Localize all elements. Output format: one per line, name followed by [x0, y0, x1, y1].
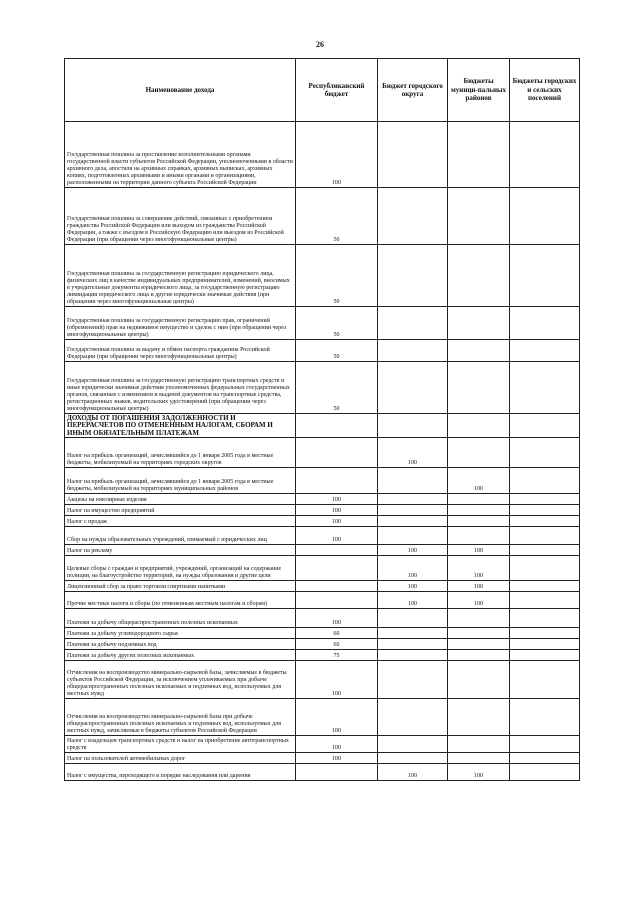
table-row [65, 438, 580, 468]
row-municipal-value [448, 494, 510, 505]
row-municipal-value [448, 699, 510, 736]
table-row [65, 527, 580, 545]
row-settlement-value [510, 661, 580, 699]
row-republic-value: 100 [296, 699, 378, 736]
table-row [65, 122, 580, 188]
row-city-value [378, 505, 448, 516]
row-revenue-name: Государственная пошлина за государственную регистрацию транспортных средств и иные юридически значимые действия уполномоченных федеральных государственных органов, связанные с изменением и выдачей документов на транспортные средства, регистрационных знаков, водительских удостоверений (при обращении через многофункциональные центры) [65, 362, 296, 414]
row-settlement-value [510, 628, 580, 639]
table-row [65, 609, 580, 628]
row-city-value [378, 639, 448, 650]
revenue-distribution-table [64, 58, 580, 781]
table-row [65, 505, 580, 516]
row-city-value [378, 609, 448, 628]
row-revenue-name: Сбор на нужды образовательных учреждений, взимаемый с юридических лиц [65, 527, 296, 545]
row-settlement-value [510, 650, 580, 661]
row-city-value [378, 122, 448, 188]
header-settlement-budgets: Бюджеты городских и сельских поселений [510, 59, 580, 122]
row-municipal-value [448, 609, 510, 628]
row-municipal-value [448, 639, 510, 650]
row-settlement-value [510, 505, 580, 516]
row-municipal-value [448, 414, 510, 438]
row-republic-value [296, 592, 378, 609]
row-municipal-value: 100 [448, 556, 510, 581]
row-city-value [378, 699, 448, 736]
row-revenue-name: Платежи за добычу других полезных ископаемых [65, 650, 296, 661]
row-settlement-value [510, 639, 580, 650]
row-republic-value: 100 [296, 122, 378, 188]
row-municipal-value [448, 340, 510, 362]
table-row [65, 764, 580, 781]
row-revenue-name: Лицензионный сбор за право торговли спиртными напитками [65, 581, 296, 592]
row-municipal-value [448, 245, 510, 307]
row-city-value [378, 188, 448, 245]
row-revenue-name: Государственная пошлина за выдачу и обмен паспорта гражданина Российской Федерации (при обращении через многофункциональные центры) [65, 340, 296, 362]
row-republic-value [296, 438, 378, 468]
row-city-value [378, 628, 448, 639]
row-republic-value: 50 [296, 340, 378, 362]
table-row [65, 245, 580, 307]
row-republic-value: 100 [296, 736, 378, 753]
row-municipal-value [448, 753, 510, 764]
row-revenue-name: Платежи за добычу подземных вод [65, 639, 296, 650]
row-revenue-name: Отчисления на воспроизводство минерально-сырьевой базы при добыче общераспространенных полезных ископаемых и подземных вод, используемых для местных нужд, зачисляемые в бюджеты субъектов Российской Федерации [65, 699, 296, 736]
row-city-value [378, 245, 448, 307]
row-settlement-value [510, 545, 580, 556]
row-republic-value: 100 [296, 494, 378, 505]
row-municipal-value [448, 122, 510, 188]
row-municipal-value [448, 661, 510, 699]
table-body [65, 122, 580, 781]
row-municipal-value: 100 [448, 468, 510, 494]
row-municipal-value [448, 650, 510, 661]
table-row [65, 639, 580, 650]
row-revenue-name: Прочие местные налоги и сборы (по отмененным местным налогам и сборам) [65, 592, 296, 609]
row-city-value: 100 [378, 581, 448, 592]
row-settlement-value [510, 609, 580, 628]
row-republic-value: 100 [296, 527, 378, 545]
table-header-row [65, 59, 580, 122]
header-city-budget: Бюджет городского округа [378, 59, 448, 122]
row-republic-value: 50 [296, 188, 378, 245]
row-city-value [378, 340, 448, 362]
row-revenue-name: Целевые сборы с граждан и предприятий, учреждений, организаций на содержание полиции, на благоустройство территорий, на нужды образования и другие цели [65, 556, 296, 581]
row-city-value [378, 414, 448, 438]
row-settlement-value [510, 468, 580, 494]
row-settlement-value [510, 592, 580, 609]
header-republic-budget: Республиканский бюджет [296, 59, 378, 122]
row-revenue-name: Налог на прибыль организаций, зачислявшийся до 1 января 2005 года в местные бюджеты, мобилизуемый на территориях муниципальных районов [65, 468, 296, 494]
row-municipal-value [448, 307, 510, 340]
row-settlement-value [510, 753, 580, 764]
row-republic-value: 100 [296, 661, 378, 699]
row-revenue-name: Отчисления на воспроизводство минерально-сырьевой базы, зачисляемые в бюджеты субъектов Российской Федерации, за исключением уплачиваемых при добыче общераспространенных полезных ископаемых и подземных вод, используемых для местных нужд [65, 661, 296, 699]
row-city-value: 100 [378, 556, 448, 581]
row-municipal-value [448, 438, 510, 468]
row-settlement-value [510, 764, 580, 781]
table-row [65, 516, 580, 527]
row-revenue-name: Государственная пошлина за проставление исполнительными органами государственной власти субъектов Российской Федерации, уполномоченными в области архивного дела, апостиля на архивных справках, архивных выписках, архивных копиях, подготовленных архивными и иными органами и организациями, расположенными на территории данного субъекта Российской Федерации [65, 122, 296, 188]
row-settlement-value [510, 556, 580, 581]
table-row [65, 545, 580, 556]
row-municipal-value [448, 516, 510, 527]
row-municipal-value [448, 188, 510, 245]
row-city-value: 100 [378, 764, 448, 781]
row-settlement-value [510, 362, 580, 414]
table-row [65, 362, 580, 414]
row-settlement-value [510, 438, 580, 468]
row-republic-value: 50 [296, 245, 378, 307]
table-row [65, 592, 580, 609]
row-city-value [378, 516, 448, 527]
table-row [65, 661, 580, 699]
row-municipal-value [448, 527, 510, 545]
row-municipal-value: 100 [448, 581, 510, 592]
table-row [65, 307, 580, 340]
table-row [65, 736, 580, 753]
table-row [65, 628, 580, 639]
row-city-value [378, 736, 448, 753]
row-republic-value: 50 [296, 307, 378, 340]
row-settlement-value [510, 340, 580, 362]
row-revenue-name: Налог на имущество предприятий [65, 505, 296, 516]
row-republic-value [296, 414, 378, 438]
row-revenue-name: Государственная пошлина за государственную регистрацию юридического лица, физических лиц в качестве индивидуальных предпринимателей, изменений, вносимых в учредительные документы юридического лица, за государственную регистрацию ликвидации юридического лица и другие юридически значимые действия (при обращении через многофункциональные центры) [65, 245, 296, 307]
row-revenue-name: Налог с имущества, переходящего в порядке наследования или дарения [65, 764, 296, 781]
table-row [65, 753, 580, 764]
row-republic-value: 50 [296, 362, 378, 414]
table-row [65, 414, 580, 438]
row-revenue-name: ДОХОДЫ ОТ ПОГАШЕНИЯ ЗАДОЛЖЕННОСТИ И ПЕРЕРАСЧЕТОВ ПО ОТМЕНЕННЫМ НАЛОГАМ, СБОРАМ И ИНЫМ ОБЯЗАТЕЛЬНЫМ ПЛАТЕЖАМ [65, 414, 296, 438]
row-city-value [378, 362, 448, 414]
row-settlement-value [510, 699, 580, 736]
table-row [65, 340, 580, 362]
row-settlement-value [510, 188, 580, 245]
table-row [65, 494, 580, 505]
row-municipal-value [448, 628, 510, 639]
header-revenue-name: Наименование дохода [65, 59, 296, 122]
row-republic-value: 100 [296, 505, 378, 516]
row-city-value: 100 [378, 545, 448, 556]
table-row [65, 556, 580, 581]
row-revenue-name: Налог с владельцев транспортных средств и налог на приобретение автотранспортных средств [65, 736, 296, 753]
page-number: 26 [316, 40, 324, 49]
row-revenue-name: Платежи за добычу общераспространенных полезных ископаемых [65, 609, 296, 628]
row-republic-value: 100 [296, 516, 378, 527]
row-revenue-name: Налог на пользователей автомобильных дорог [65, 753, 296, 764]
row-municipal-value [448, 362, 510, 414]
row-revenue-name: Платежи за добычу углеводородного сырья [65, 628, 296, 639]
row-republic-value [296, 468, 378, 494]
row-revenue-name: Акцизы на ювелирные изделия [65, 494, 296, 505]
row-republic-value [296, 556, 378, 581]
row-settlement-value [510, 527, 580, 545]
table-row [65, 650, 580, 661]
row-city-value [378, 468, 448, 494]
row-settlement-value [510, 245, 580, 307]
row-city-value [378, 650, 448, 661]
row-city-value: 100 [378, 438, 448, 468]
row-municipal-value: 100 [448, 592, 510, 609]
row-republic-value: 60 [296, 628, 378, 639]
row-city-value [378, 494, 448, 505]
row-revenue-name: Государственная пошлина за совершение действий, связанных с приобретением гражданства Российской Федерации или выходом из гражданства Российской Федерации, а также с въездом в Российскую Федерацию или выездом из Российской Федерации (при обращении через многофункциональные центры) [65, 188, 296, 245]
row-republic-value [296, 545, 378, 556]
row-settlement-value [510, 581, 580, 592]
row-republic-value: 60 [296, 639, 378, 650]
row-municipal-value [448, 505, 510, 516]
row-city-value [378, 527, 448, 545]
row-revenue-name: Налог на прибыль организаций, зачислявшийся до 1 января 2005 года в местные бюджеты, мобилизуемый на территориях городских округов [65, 438, 296, 468]
header-municipal-budgets: Бюджеты муници-пальных районов [448, 59, 510, 122]
row-city-value [378, 753, 448, 764]
row-revenue-name: Налог с продаж [65, 516, 296, 527]
row-republic-value [296, 581, 378, 592]
row-revenue-name: Налог на рекламу [65, 545, 296, 556]
row-city-value [378, 307, 448, 340]
table-row [65, 188, 580, 245]
table-row [65, 699, 580, 736]
row-municipal-value: 100 [448, 764, 510, 781]
row-settlement-value [510, 122, 580, 188]
row-settlement-value [510, 494, 580, 505]
row-municipal-value [448, 736, 510, 753]
row-city-value: 100 [378, 592, 448, 609]
row-republic-value: 100 [296, 609, 378, 628]
row-settlement-value [510, 307, 580, 340]
row-republic-value: 100 [296, 753, 378, 764]
table-row [65, 581, 580, 592]
row-settlement-value [510, 414, 580, 438]
row-municipal-value: 100 [448, 545, 510, 556]
row-settlement-value [510, 736, 580, 753]
row-revenue-name: Государственная пошлина за государственную регистрацию прав, ограничений (обременений) прав на недвижимое имущество и сделок с ним (при обращении через многофункциональные центры) [65, 307, 296, 340]
row-city-value [378, 661, 448, 699]
row-republic-value [296, 764, 378, 781]
table-row [65, 468, 580, 494]
row-settlement-value [510, 516, 580, 527]
row-republic-value: 75 [296, 650, 378, 661]
